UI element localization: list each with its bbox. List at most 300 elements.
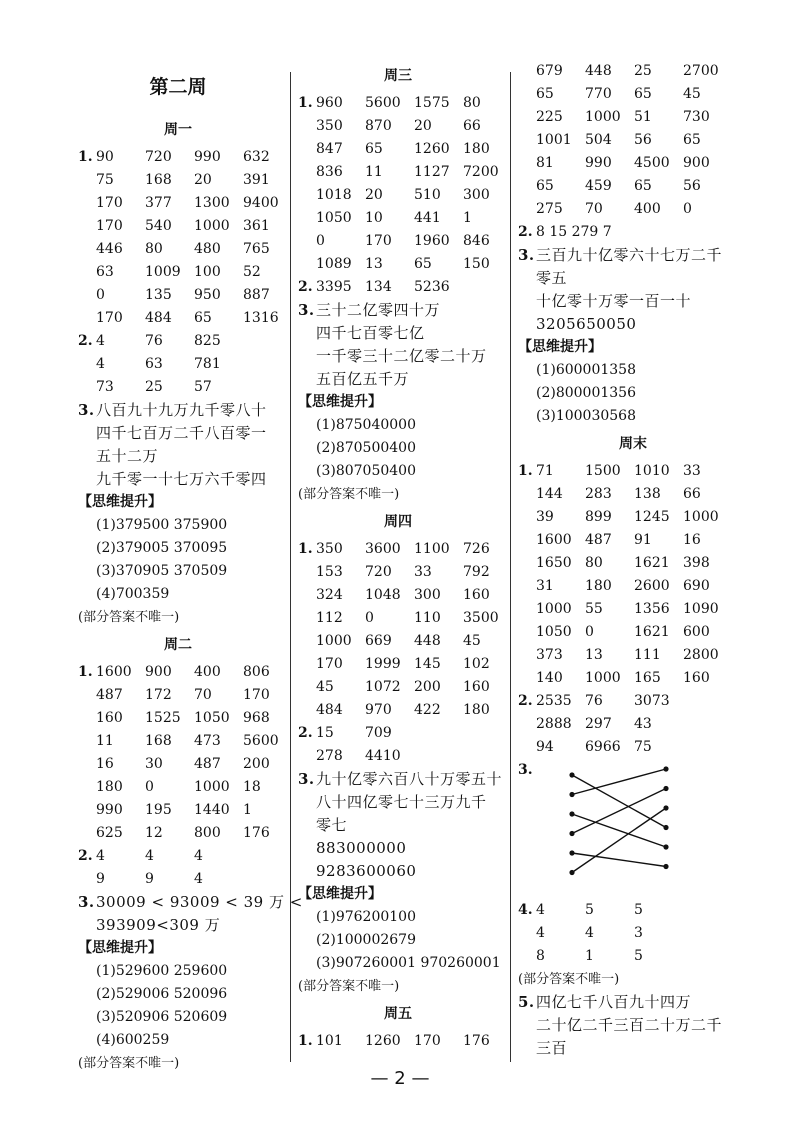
answer-line xyxy=(518,945,748,968)
answer-cell: 112 xyxy=(316,610,343,626)
answer-line xyxy=(298,161,498,184)
answer-text: (3)100030568 xyxy=(536,408,636,424)
answer-text: (2)529006 520096 xyxy=(96,986,228,1002)
matching-lines xyxy=(558,759,678,889)
answer-cell: 448 xyxy=(585,63,612,79)
answer-cell: 160 xyxy=(463,587,490,603)
answer-column-3 xyxy=(518,60,748,1060)
answer-cell: 300 xyxy=(463,187,490,203)
answer-line xyxy=(518,713,748,736)
answer-cell: 16 xyxy=(96,756,114,772)
answer-cell: 51 xyxy=(634,109,652,125)
answer-cell: 1050 xyxy=(194,710,230,726)
answer-line xyxy=(78,891,303,914)
answer-line xyxy=(78,146,278,169)
answer-text: 九十亿零六百八十万零五十 xyxy=(316,770,503,788)
answer-cell: 9 xyxy=(96,871,105,887)
answer-cell: 20 xyxy=(365,187,383,203)
section-heading: 周末 xyxy=(619,436,647,452)
answer-cell: 970 xyxy=(365,702,392,718)
answer-cell: 792 xyxy=(463,564,490,580)
answer-line xyxy=(78,422,278,445)
answer-line xyxy=(298,906,498,929)
answer-line xyxy=(298,322,498,345)
question-number: 3. xyxy=(78,401,95,419)
answer-cell: 4 xyxy=(194,871,203,887)
answer-line xyxy=(518,198,748,221)
answer-text: (1)976200100 xyxy=(316,909,416,925)
answer-line xyxy=(518,991,748,1014)
answer-cell: 30 xyxy=(145,756,163,772)
answer-text: 五十二万 xyxy=(96,447,159,465)
answer-cell: 765 xyxy=(243,241,270,257)
answer-cell: 3073 xyxy=(634,693,670,709)
think-heading: 【思维提升】 xyxy=(78,940,162,956)
answer-cell: 377 xyxy=(145,195,172,211)
answer-text: 8 15 279 7 xyxy=(536,224,612,240)
answer-text: (1)529600 259600 xyxy=(96,963,228,979)
answer-cell: 65 xyxy=(683,132,701,148)
answer-cell: 5 xyxy=(634,902,643,918)
answer-text: 九千零一十七万六千零四 xyxy=(96,470,267,488)
answer-cell: 446 xyxy=(96,241,123,257)
answer-cell: 1000 xyxy=(585,109,621,125)
answer-cell: 91 xyxy=(634,532,652,548)
answer-line xyxy=(78,799,278,822)
question-number: 1. xyxy=(78,664,93,680)
answer-line xyxy=(298,184,498,207)
answer-cell: 39 xyxy=(536,509,554,525)
answer-cell: 960 xyxy=(316,95,343,111)
answer-text: 393909<309 万 xyxy=(96,916,221,934)
answer-text: 四亿七千八百九十四万 xyxy=(536,993,692,1011)
answer-cell: 825 xyxy=(194,333,221,349)
answer-cell: 510 xyxy=(414,187,441,203)
answer-line xyxy=(298,676,498,699)
answer-line xyxy=(298,115,498,138)
answer-cell: 100 xyxy=(194,264,221,280)
answer-cell: 275 xyxy=(536,201,563,217)
answer-line xyxy=(78,514,278,537)
answer-line xyxy=(78,376,278,399)
question-number: 2. xyxy=(78,848,93,864)
match-line xyxy=(572,789,666,834)
answer-cell: 101 xyxy=(316,1033,343,1049)
answer-cell: 4 xyxy=(194,848,203,864)
answer-cell: 170 xyxy=(316,656,343,672)
answer-cell: 1500 xyxy=(585,463,621,479)
answer-line xyxy=(518,575,748,598)
question-number: 2. xyxy=(298,279,313,295)
answer-cell: 2600 xyxy=(634,578,670,594)
answer-text: 30009 < 93009 < 39 万 < xyxy=(96,893,303,911)
answer-text: 三百 xyxy=(536,1039,568,1057)
answer-cell: 1650 xyxy=(536,555,572,571)
answer-cell: 690 xyxy=(683,578,710,594)
answer-cell: 1000 xyxy=(316,633,352,649)
answer-cell: 140 xyxy=(536,670,563,686)
answer-cell: 806 xyxy=(243,664,270,680)
answer-cell: 63 xyxy=(96,264,114,280)
answer-cell: 836 xyxy=(316,164,343,180)
answer-cell: 0 xyxy=(683,201,692,217)
section-heading: 周二 xyxy=(164,637,192,653)
note-text: (部分答案不唯一) xyxy=(298,979,400,994)
answer-cell: 373 xyxy=(536,647,563,663)
question-number: 2. xyxy=(518,693,533,709)
answer-cell: 9 xyxy=(145,871,154,887)
answer-cell: 1260 xyxy=(365,1033,401,1049)
page-title: 第二周 xyxy=(149,76,207,98)
answer-cell: 5236 xyxy=(414,279,450,295)
answer-cell: 65 xyxy=(536,86,554,102)
answer-cell: 6966 xyxy=(585,739,621,755)
answer-cell: 1575 xyxy=(414,95,450,111)
answer-line xyxy=(298,1030,498,1053)
answer-line xyxy=(78,399,278,422)
answer-cell: 1600 xyxy=(96,664,132,680)
answer-cell: 0 xyxy=(365,610,374,626)
answer-cell: 990 xyxy=(96,802,123,818)
answer-cell: 138 xyxy=(634,486,661,502)
left-dot xyxy=(569,850,574,855)
answer-cell: 90 xyxy=(96,149,114,165)
answer-cell: 15 xyxy=(316,725,334,741)
answer-line xyxy=(518,313,748,336)
answer-cell: 3395 xyxy=(316,279,352,295)
answer-cell: 1260 xyxy=(414,141,450,157)
answer-cell: 484 xyxy=(145,310,172,326)
answer-cell: 16 xyxy=(683,532,701,548)
answer-line xyxy=(298,630,498,653)
left-dot xyxy=(569,831,574,836)
answer-cell: 441 xyxy=(414,210,441,226)
answer-cell: 1072 xyxy=(365,679,401,695)
answer-text: 零七 xyxy=(316,816,348,834)
answer-cell: 1001 xyxy=(536,132,572,148)
right-dot xyxy=(663,766,668,771)
answer-cell: 324 xyxy=(316,587,343,603)
answer-text: (1)379500 375900 xyxy=(96,517,228,533)
right-dot xyxy=(663,825,668,830)
answer-line xyxy=(518,644,748,667)
answer-cell: 13 xyxy=(365,256,383,272)
answer-cell: 4500 xyxy=(634,155,670,171)
page-number: — 2 — xyxy=(370,1068,430,1089)
answer-text: 9283600060 xyxy=(316,862,417,880)
answer-cell: 153 xyxy=(316,564,343,580)
answer-cell: 172 xyxy=(145,687,172,703)
answer-cell: 400 xyxy=(634,201,661,217)
answer-line xyxy=(78,960,278,983)
note-text: (部分答案不唯一) xyxy=(518,972,620,987)
answer-cell: 71 xyxy=(536,463,554,479)
answer-cell: 4 xyxy=(145,848,154,864)
answer-cell: 679 xyxy=(536,63,563,79)
answer-cell: 45 xyxy=(316,679,334,695)
answer-cell: 1300 xyxy=(194,195,230,211)
answer-line xyxy=(78,776,278,799)
answer-line xyxy=(518,922,748,945)
answer-cell: 2888 xyxy=(536,716,572,732)
right-dot xyxy=(663,805,668,810)
answer-cell: 2700 xyxy=(683,63,719,79)
answer-line xyxy=(518,290,748,313)
answer-cell: 2800 xyxy=(683,647,719,663)
answer-line xyxy=(518,106,748,129)
answer-cell: 66 xyxy=(683,486,701,502)
note-text: (部分答案不唯一) xyxy=(78,1056,180,1071)
answer-line xyxy=(518,244,748,267)
answer-cell: 66 xyxy=(463,118,481,134)
answer-cell: 80 xyxy=(463,95,481,111)
question-number: 4. xyxy=(518,902,533,918)
answer-cell: 0 xyxy=(145,779,154,795)
question-number: 1. xyxy=(298,1033,313,1049)
answer-cell: 625 xyxy=(96,825,123,841)
answer-cell: 1999 xyxy=(365,656,401,672)
answer-cell: 487 xyxy=(96,687,123,703)
answer-cell: 200 xyxy=(414,679,441,695)
answer-text: (3)807050400 xyxy=(316,463,416,479)
answer-column-2 xyxy=(298,60,503,1053)
answer-cell: 632 xyxy=(243,149,270,165)
answer-cell: 56 xyxy=(683,178,701,194)
think-heading: 【思维提升】 xyxy=(298,886,382,902)
answer-line xyxy=(298,607,498,630)
match-line xyxy=(572,808,666,873)
answer-cell: 1000 xyxy=(683,509,719,525)
answer-cell: 94 xyxy=(536,739,554,755)
answer-cell: 225 xyxy=(536,109,563,125)
answer-cell: 0 xyxy=(585,624,594,640)
answer-cell: 391 xyxy=(243,172,270,188)
answer-cell: 1 xyxy=(585,948,594,964)
answer-cell: 5 xyxy=(585,902,594,918)
answer-line xyxy=(78,445,278,468)
question-number: 2. xyxy=(518,224,533,240)
answer-cell: 57 xyxy=(194,379,212,395)
answer-cell: 350 xyxy=(316,541,343,557)
answer-cell: 176 xyxy=(463,1033,490,1049)
answer-cell: 950 xyxy=(194,287,221,303)
answer-line xyxy=(78,661,278,684)
answer-cell: 4 xyxy=(96,848,105,864)
question-number: 2. xyxy=(298,725,313,741)
left-dot xyxy=(569,811,574,816)
answer-cell: 81 xyxy=(536,155,554,171)
answer-cell: 361 xyxy=(243,218,270,234)
answer-text: (3)370905 370509 xyxy=(96,563,228,579)
answer-cell: 278 xyxy=(316,748,343,764)
answer-cell: 1100 xyxy=(414,541,450,557)
section-heading: 周三 xyxy=(384,68,412,84)
answer-line xyxy=(518,667,748,690)
answer-cell: 150 xyxy=(463,256,490,272)
answer-cell: 487 xyxy=(585,532,612,548)
answer-cell: 669 xyxy=(365,633,392,649)
answer-cell: 9400 xyxy=(243,195,279,211)
answer-cell: 720 xyxy=(145,149,172,165)
answer-cell: 65 xyxy=(634,86,652,102)
answer-text: (1)875040000 xyxy=(316,417,416,433)
answer-cell: 11 xyxy=(96,733,114,749)
answer-text: (2)100002679 xyxy=(316,932,416,948)
answer-line xyxy=(78,753,278,776)
answer-cell: 52 xyxy=(243,264,261,280)
answer-line xyxy=(78,560,278,583)
answer-cell: 170 xyxy=(365,233,392,249)
answer-cell: 43 xyxy=(634,716,652,732)
question-number: 5. xyxy=(518,993,535,1011)
question-number: 1. xyxy=(78,149,93,165)
answer-cell: 20 xyxy=(414,118,432,134)
answer-cell: 1440 xyxy=(194,802,230,818)
answer-cell: 1048 xyxy=(365,587,401,603)
answer-cell: 1010 xyxy=(634,463,670,479)
answer-cell: 170 xyxy=(414,1033,441,1049)
answer-line xyxy=(78,537,278,560)
answer-line xyxy=(298,138,498,161)
answer-cell: 1050 xyxy=(536,624,572,640)
answer-line xyxy=(298,368,498,391)
answer-line xyxy=(518,175,748,198)
answer-text: 五百亿五千万 xyxy=(316,370,410,388)
answer-text: (2)870500400 xyxy=(316,440,416,456)
answer-cell: 1127 xyxy=(414,164,450,180)
answer-cell: 422 xyxy=(414,702,441,718)
answer-cell: 1018 xyxy=(316,187,352,203)
answer-cell: 65 xyxy=(194,310,212,326)
question-number: 1. xyxy=(518,463,533,479)
answer-cell: 900 xyxy=(683,155,710,171)
answer-line xyxy=(78,684,278,707)
answer-line xyxy=(518,1037,748,1060)
answer-cell: 781 xyxy=(194,356,221,372)
answer-line xyxy=(518,529,748,552)
answer-cell: 887 xyxy=(243,287,270,303)
answer-cell: 0 xyxy=(316,233,325,249)
answer-text: 八十四亿零七十三万九千 xyxy=(316,793,487,811)
answer-cell: 1356 xyxy=(634,601,670,617)
answer-line xyxy=(518,83,748,106)
answer-line xyxy=(518,382,748,405)
answer-cell: 1621 xyxy=(634,624,670,640)
answer-cell: 45 xyxy=(463,633,481,649)
answer-line xyxy=(298,230,498,253)
answer-cell: 31 xyxy=(536,578,554,594)
answer-cell: 398 xyxy=(683,555,710,571)
answer-cell: 283 xyxy=(585,486,612,502)
answer-cell: 11 xyxy=(365,164,383,180)
answer-text: 3205650050 xyxy=(536,315,637,333)
answer-cell: 65 xyxy=(634,178,652,194)
answer-line xyxy=(78,1006,278,1029)
match-line xyxy=(572,769,666,795)
answer-line xyxy=(518,506,748,529)
answer-cell: 80 xyxy=(585,555,603,571)
answer-cell: 484 xyxy=(316,702,343,718)
answer-cell: 720 xyxy=(365,564,392,580)
answer-text: 三百九十亿零六十七万二千 xyxy=(536,246,723,264)
answer-cell: 176 xyxy=(243,825,270,841)
answer-line xyxy=(78,307,278,330)
answer-cell: 968 xyxy=(243,710,270,726)
answer-text: (3)520906 520609 xyxy=(96,1009,228,1025)
answer-line xyxy=(298,722,498,745)
right-dot xyxy=(663,786,668,791)
answer-cell: 65 xyxy=(536,178,554,194)
answer-line xyxy=(298,538,498,561)
answer-line xyxy=(518,690,748,713)
answer-cell: 10 xyxy=(365,210,383,226)
answer-line xyxy=(78,261,278,284)
answer-line xyxy=(298,584,498,607)
answer-line xyxy=(78,238,278,261)
think-heading: 【思维提升】 xyxy=(518,339,602,355)
answer-line xyxy=(78,914,278,937)
answer-text: 八百九十九万九千零八十 xyxy=(96,401,267,419)
answer-line xyxy=(78,730,278,753)
answer-cell: 170 xyxy=(96,218,123,234)
answer-cell: 180 xyxy=(463,141,490,157)
answer-cell: 45 xyxy=(683,86,701,102)
answer-text: (3)907260001 970260001 xyxy=(316,955,501,971)
answer-cell: 600 xyxy=(683,624,710,640)
answer-cell: 709 xyxy=(365,725,392,741)
answer-cell: 13 xyxy=(585,647,603,663)
answer-cell: 170 xyxy=(96,310,123,326)
answer-cell: 1000 xyxy=(194,779,230,795)
answer-line xyxy=(78,284,278,307)
answer-cell: 1000 xyxy=(536,601,572,617)
answer-cell: 18 xyxy=(243,779,261,795)
answer-line xyxy=(78,583,278,606)
answer-cell: 4 xyxy=(536,902,545,918)
answer-cell: 400 xyxy=(194,664,221,680)
answer-cell: 1316 xyxy=(243,310,279,326)
answer-text: 三十二亿零四十万 xyxy=(316,301,441,319)
answer-line xyxy=(298,929,498,952)
note-text: (部分答案不唯一) xyxy=(298,487,400,502)
answer-line xyxy=(298,814,498,837)
match-line xyxy=(572,853,666,867)
answer-line xyxy=(298,207,498,230)
answer-cell: 3600 xyxy=(365,541,401,557)
answer-cell: 111 xyxy=(634,647,661,663)
answer-line xyxy=(518,359,748,382)
answer-cell: 1245 xyxy=(634,509,670,525)
answer-cell: 135 xyxy=(145,287,172,303)
answer-text: (4)600259 xyxy=(96,1032,170,1048)
answer-cell: 168 xyxy=(145,733,172,749)
answer-cell: 63 xyxy=(145,356,163,372)
question-number: 3. xyxy=(78,893,95,911)
answer-cell: 1050 xyxy=(316,210,352,226)
answer-cell: 170 xyxy=(243,687,270,703)
answer-cell: 726 xyxy=(463,541,490,557)
answer-text: 二十亿二千三百二十万二千 xyxy=(536,1016,723,1034)
answer-cell: 1525 xyxy=(145,710,181,726)
answer-text: 十亿零十万零一百一十 xyxy=(536,292,692,310)
answer-cell: 350 xyxy=(316,118,343,134)
answer-line xyxy=(298,253,498,276)
answer-cell: 56 xyxy=(634,132,652,148)
think-heading: 【思维提升】 xyxy=(298,394,382,410)
answer-text: (1)600001358 xyxy=(536,362,636,378)
answer-cell: 160 xyxy=(683,670,710,686)
answer-cell: 800 xyxy=(194,825,221,841)
